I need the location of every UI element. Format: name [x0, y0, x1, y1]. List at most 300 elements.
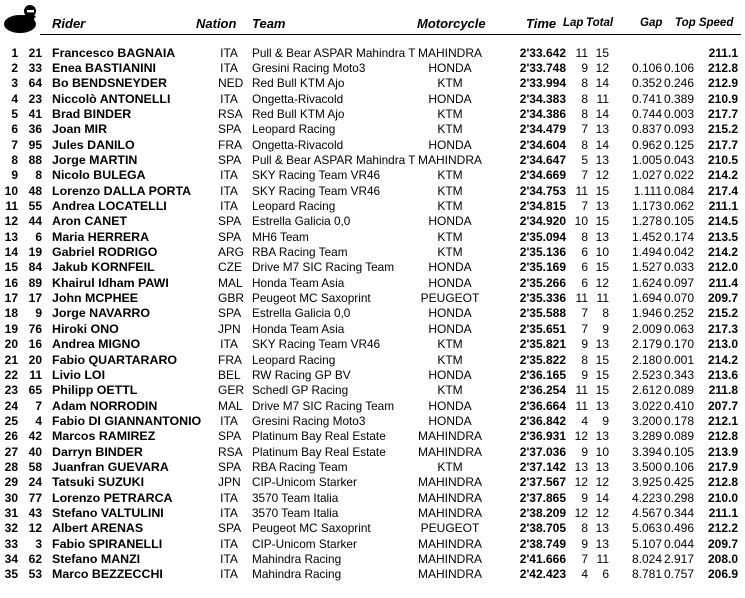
top-speed: 211.1: [708, 199, 738, 213]
nation: ITA: [220, 168, 238, 183]
table-row: [0, 445, 745, 460]
best-lap: 4: [581, 413, 588, 428]
gap-to-first: 0.962: [631, 137, 662, 152]
gap-to-previous: 0.089: [663, 429, 694, 444]
team-name: Schedl GP Racing: [252, 383, 349, 398]
top-speed: 213.5: [707, 229, 738, 244]
position: 4: [11, 91, 18, 106]
team-name: Honda Team Asia: [252, 275, 345, 290]
rider-name: Marco BEZZECCHI: [52, 567, 163, 582]
gap-to-previous: 0.170: [663, 337, 694, 352]
rider-name: Stefano MANZI: [52, 552, 141, 567]
gap-to-first: 1.494: [631, 245, 662, 260]
gap-to-first: 0.837: [631, 122, 662, 137]
team-name: Pull & Bear ASPAR Mahindra T: [252, 152, 416, 167]
nation: SPA: [218, 229, 242, 244]
gap-to-first: 1.452: [631, 229, 662, 244]
gap-to-first: 5.107: [631, 536, 662, 551]
rider-name: Juanfran GUEVARA: [52, 459, 169, 474]
table-row: [0, 199, 745, 214]
rider-number: 21: [28, 45, 42, 60]
rider-name: Andrea MIGNO: [52, 337, 141, 352]
nation: JPN: [218, 475, 241, 490]
total-laps: 11: [596, 291, 609, 306]
nation: SPA: [218, 521, 242, 536]
gap-to-previous: 0.022: [663, 168, 694, 183]
table-row: [0, 122, 745, 137]
position: 21: [4, 352, 18, 367]
total-laps: 14: [595, 490, 609, 505]
nation: SPA: [218, 152, 242, 167]
rider-number: 11: [29, 367, 42, 382]
header-total: Total: [586, 17, 614, 29]
team-name: Red Bull KTM Ajo: [252, 76, 345, 91]
nation: SPA: [218, 429, 242, 444]
position: 33: [4, 536, 18, 551]
rider-name: Jorge MARTIN: [52, 152, 138, 167]
rider-number: 62: [28, 552, 42, 567]
team-name: Estrella Galicia 0,0: [252, 306, 351, 321]
motorcycle: KTM: [437, 122, 463, 137]
total-laps: 15: [595, 183, 609, 198]
best-lap: 11: [575, 291, 588, 306]
rider-number: 20: [28, 352, 42, 367]
rider-name: Joan MIR: [52, 122, 108, 137]
gap-to-previous: 0.425: [663, 475, 694, 490]
position: 6: [11, 122, 18, 137]
gap-to-first: 1.278: [631, 214, 662, 229]
header-rider: Rider: [52, 16, 86, 31]
motorcycle: HONDA: [428, 413, 472, 428]
best-lap: 10: [574, 214, 588, 229]
nation: RSA: [218, 444, 243, 459]
best-lap: 8: [581, 91, 588, 106]
gap-to-first: 2.523: [631, 367, 662, 382]
position: 19: [4, 321, 18, 336]
total-laps: 15: [595, 352, 609, 367]
total-laps: 11: [596, 552, 609, 567]
motorcycle: MAHINDRA: [417, 444, 482, 459]
rider-number: 43: [28, 506, 42, 520]
best-lap: 7: [581, 122, 588, 137]
gap-to-previous: 0.089: [663, 383, 694, 398]
gap-to-previous: 0.063: [663, 321, 694, 336]
total-laps: 13: [595, 459, 609, 474]
table-row: [0, 291, 745, 306]
top-speed: 211.1: [708, 45, 738, 60]
position: 25: [4, 413, 18, 428]
motorcycle: MAHINDRA: [417, 490, 482, 505]
gap-to-previous: 0.389: [663, 91, 694, 106]
position: 22: [4, 367, 18, 382]
gap-to-previous: 2.917: [663, 552, 694, 567]
table-row: [0, 61, 745, 76]
rider-number: 23: [28, 91, 42, 106]
motorcycle: KTM: [437, 168, 463, 183]
motorcycle: MAHINDRA: [417, 552, 482, 567]
gap-to-previous: 0.343: [663, 367, 694, 382]
table-row: [0, 337, 745, 352]
team-name: Ongetta-Rivacold: [252, 137, 344, 152]
gap-to-first: 0.106: [631, 60, 662, 75]
rider-name: Fabio SPIRANELLI: [52, 536, 163, 551]
total-laps: 13: [595, 229, 609, 244]
gap-to-first: 5.063: [631, 521, 662, 536]
nation: SPA: [218, 214, 242, 229]
motorcycle: HONDA: [428, 367, 472, 382]
position: 17: [4, 291, 18, 306]
nation: NED: [218, 76, 244, 91]
gap-to-first: 2.180: [631, 352, 662, 367]
rider-number: 16: [28, 337, 42, 352]
total-laps: 13: [595, 536, 609, 551]
motorcycle: MAHINDRA: [417, 475, 482, 490]
lap-time: 2'36.931: [519, 429, 566, 444]
top-speed: 217.4: [707, 183, 738, 198]
total-laps: 13: [595, 199, 609, 213]
total-laps: 14: [595, 137, 609, 152]
rider-name: Gabriel RODRIGO: [52, 245, 158, 260]
table-row: [0, 276, 745, 291]
rider-name: Darryn BINDER: [52, 444, 143, 459]
nation: ITA: [220, 91, 238, 106]
gap-to-previous: 0.246: [663, 76, 694, 91]
table-row: [0, 306, 745, 321]
gap-to-previous: 0.174: [663, 229, 694, 244]
total-laps: 15: [595, 260, 609, 275]
lap-time: 2'34.753: [519, 183, 566, 198]
team-name: MH6 Team: [252, 229, 309, 244]
rider-name: Tatsuki SUZUKI: [52, 475, 145, 490]
position: 3: [11, 76, 18, 91]
team-name: CIP-Unicom Starker: [252, 536, 357, 551]
rider-number: 95: [28, 137, 42, 152]
rider-number: 7: [35, 398, 42, 413]
rider-number: 44: [28, 214, 42, 229]
table-row: [0, 368, 745, 383]
gap-to-first: 2.179: [631, 337, 662, 352]
rider-name: Philipp OETTL: [52, 383, 138, 398]
gap-to-first: 2.009: [631, 321, 662, 336]
team-name: SKY Racing Team VR46: [252, 168, 381, 183]
table-row: [0, 475, 745, 490]
motorcycle: KTM: [437, 337, 463, 352]
gap-to-previous: 0.106: [663, 60, 694, 75]
team-name: RBA Racing Team: [252, 245, 348, 260]
team-name: Peugeot MC Saxoprint: [252, 291, 371, 306]
top-speed: 214.2: [707, 245, 738, 260]
rider-name: Fabio QUARTARARO: [52, 352, 178, 367]
lap-time: 2'35.822: [519, 352, 566, 367]
nation: JPN: [218, 321, 241, 336]
best-lap: 12: [574, 506, 588, 520]
best-lap: 5: [581, 152, 588, 167]
lap-time: 2'35.136: [519, 245, 566, 260]
table-row: [0, 230, 745, 245]
header-top-speed: Top Speed: [675, 17, 734, 29]
lap-time: 2'35.588: [519, 306, 566, 321]
motorcycle: HONDA: [428, 214, 472, 229]
team-name: Ongetta-Rivacold: [252, 91, 344, 106]
position: 34: [4, 552, 18, 567]
best-lap: 12: [574, 429, 588, 444]
top-speed: 212.8: [707, 60, 738, 75]
rider-number: 53: [28, 567, 42, 582]
rider-number: 55: [28, 199, 42, 213]
lap-time: 2'38.209: [519, 506, 566, 520]
motorcycle: MAHINDRA: [417, 152, 482, 167]
gap-to-first: 3.022: [631, 398, 662, 413]
motorcycle: HONDA: [428, 398, 472, 413]
rider-name: Lorenzo DALLA PORTA: [52, 183, 192, 198]
table-row: [0, 138, 745, 153]
table-row: [0, 567, 745, 582]
motorcycle: MAHINDRA: [417, 506, 482, 520]
lap-time: 2'34.647: [519, 152, 566, 167]
lap-time: 2'34.479: [519, 122, 566, 137]
gap-to-previous: 0.043: [663, 152, 694, 167]
gap-to-first: 0.741: [631, 91, 662, 106]
motorcycle: KTM: [437, 229, 463, 244]
motorcycle: KTM: [437, 459, 463, 474]
position: 1: [11, 45, 18, 60]
rider-name: Francesco BAGNAIA: [52, 45, 176, 60]
table-row: [0, 46, 745, 61]
gap-to-previous: 0.252: [663, 306, 694, 321]
lap-time: 2'41.666: [519, 552, 566, 567]
total-laps: 15: [595, 214, 609, 229]
nation: ITA: [220, 552, 238, 567]
team-name: RW Racing GP BV: [252, 367, 351, 382]
rider-number: 8: [35, 168, 42, 183]
position: 28: [4, 459, 18, 474]
total-laps: 14: [595, 76, 609, 91]
position: 18: [4, 306, 18, 321]
header-team: Team: [252, 16, 286, 31]
total-laps: 12: [595, 475, 609, 490]
best-lap: 7: [581, 306, 588, 321]
position: 10: [4, 183, 18, 198]
rider-number: 58: [28, 459, 42, 474]
top-speed: 215.2: [707, 122, 738, 137]
top-speed: 206.9: [707, 567, 738, 582]
team-name: Drive M7 SIC Racing Team: [252, 398, 395, 413]
position: 5: [11, 106, 18, 121]
table-row: [0, 92, 745, 107]
gap-to-first: 1.005: [631, 152, 662, 167]
rider-name: Andrea LOCATELLI: [52, 199, 167, 213]
lap-time: 2'34.604: [519, 137, 566, 152]
total-laps: 12: [595, 275, 609, 290]
rider-name: Brad BINDER: [52, 106, 132, 121]
best-lap: 8: [581, 352, 588, 367]
team-name: RBA Racing Team: [252, 459, 348, 474]
position: 15: [4, 260, 18, 275]
rider-number: 76: [28, 321, 42, 336]
table-row: [0, 322, 745, 337]
gap-to-previous: 0.042: [663, 245, 694, 260]
table-row: [0, 168, 745, 183]
table-row: [0, 414, 745, 429]
top-speed: 211.1: [708, 506, 738, 520]
top-speed: 207.7: [707, 398, 738, 413]
lap-time: 2'37.865: [519, 490, 566, 505]
nation: ITA: [220, 490, 238, 505]
best-lap: 9: [581, 367, 588, 382]
gap-to-previous: 0.105: [663, 214, 694, 229]
top-speed: 211.4: [708, 275, 738, 290]
table-row: [0, 399, 745, 414]
rider-name: Adam NORRODIN: [52, 398, 158, 413]
rider-number: 6: [35, 229, 42, 244]
gap-to-first: 4.567: [631, 506, 662, 520]
lap-time: 2'36.842: [519, 413, 566, 428]
rider-number: 12: [28, 521, 42, 536]
lap-time: 2'34.383: [519, 91, 566, 106]
team-name: Estrella Galicia 0,0: [252, 214, 351, 229]
total-laps: 13: [595, 398, 609, 413]
position: 27: [4, 444, 18, 459]
lap-time: 2'33.748: [519, 60, 566, 75]
team-name: Platinum Bay Real Estate: [252, 429, 386, 444]
top-speed: 210.0: [707, 490, 738, 505]
rider-number: 88: [28, 152, 42, 167]
rider-name: Maria HERRERA: [52, 229, 150, 244]
total-laps: 13: [595, 337, 609, 352]
team-name: Platinum Bay Real Estate: [252, 444, 386, 459]
top-speed: 210.9: [707, 91, 738, 106]
top-speed: 209.7: [707, 536, 738, 551]
team-name: Leopard Racing: [252, 122, 336, 137]
rider-name: Enea BASTIANINI: [52, 60, 156, 75]
nation: CZE: [218, 260, 242, 275]
gap-to-first: 2.612: [631, 383, 662, 398]
best-lap: 6: [581, 245, 588, 260]
total-laps: 9: [602, 413, 609, 428]
motorcycle: HONDA: [428, 137, 472, 152]
total-laps: 14: [595, 106, 609, 121]
total-laps: 12: [595, 506, 609, 520]
rider-number: 4: [35, 413, 42, 428]
position: 23: [4, 383, 18, 398]
best-lap: 8: [581, 229, 588, 244]
gap-to-first: 3.500: [631, 459, 662, 474]
team-name: Red Bull KTM Ajo: [252, 106, 345, 121]
gap-to-previous: 0.084: [663, 183, 694, 198]
position: 20: [4, 337, 18, 352]
motorcycle: MAHINDRA: [417, 45, 482, 60]
nation: ITA: [220, 567, 238, 582]
team-name: SKY Racing Team VR46: [252, 337, 381, 352]
gap-to-first: 1.624: [631, 275, 662, 290]
motorcycle: KTM: [437, 383, 463, 398]
best-lap: 11: [575, 398, 588, 413]
header-motorcycle: Motorcycle: [417, 16, 486, 31]
top-speed: 210.5: [707, 152, 738, 167]
rider-name: Nicolo BULEGA: [52, 168, 146, 183]
rider-number: 36: [28, 122, 42, 137]
table-row: [0, 353, 745, 368]
rider-number: 41: [28, 106, 42, 121]
rider-number: 77: [28, 490, 42, 505]
rider-name: Jakub KORNFEIL: [52, 260, 155, 275]
lap-time: 2'36.664: [519, 398, 566, 413]
gap-to-first: 3.394: [631, 444, 662, 459]
best-lap: 7: [581, 168, 588, 183]
table-row: [0, 537, 745, 552]
total-laps: 13: [595, 429, 609, 444]
best-lap: 9: [581, 490, 588, 505]
total-laps: 10: [595, 444, 609, 459]
table-row: [0, 521, 745, 536]
team-name: Leopard Racing: [252, 199, 336, 213]
top-speed: 217.3: [707, 321, 738, 336]
team-name: Mahindra Racing: [252, 552, 342, 567]
total-laps: 8: [602, 306, 609, 321]
gap-to-previous: 0.344: [663, 506, 694, 520]
team-name: Honda Team Asia: [252, 321, 345, 336]
rider-number: 84: [28, 260, 42, 275]
table-row: [0, 245, 745, 260]
best-lap: 8: [581, 521, 588, 536]
rider-name: John MCPHEE: [52, 291, 139, 306]
lap-time: 2'38.705: [519, 521, 566, 536]
lap-time: 2'42.423: [519, 567, 566, 582]
best-lap: 9: [581, 536, 588, 551]
total-laps: 12: [595, 60, 609, 75]
nation: GER: [218, 383, 245, 398]
top-speed: 212.8: [707, 429, 738, 444]
team-name: SKY Racing Team VR46: [252, 183, 381, 198]
position: 29: [4, 475, 18, 490]
rider-name: Niccolò ANTONELLI: [52, 91, 171, 106]
rider-number: 17: [28, 291, 42, 306]
gap-to-first: 8.781: [631, 567, 662, 582]
gap-to-first: 3.200: [631, 413, 662, 428]
top-speed: 214.5: [707, 214, 738, 229]
best-lap: 7: [581, 321, 588, 336]
rider-number: 64: [28, 76, 42, 91]
top-speed: 212.9: [707, 76, 738, 91]
team-name: Leopard Racing: [252, 352, 336, 367]
lap-time: 2'38.749: [519, 536, 566, 551]
top-speed: 212.8: [707, 475, 738, 490]
best-lap: 8: [581, 76, 588, 91]
lap-time: 2'35.266: [519, 275, 566, 290]
best-lap: 11: [575, 183, 588, 198]
total-laps: 10: [595, 245, 609, 260]
motorcycle: KTM: [437, 245, 463, 260]
motorcycle: KTM: [437, 183, 463, 198]
gap-to-first: 1.527: [631, 260, 662, 275]
best-lap: 9: [581, 444, 588, 459]
gap-to-first: 3.289: [631, 429, 662, 444]
gap-to-previous: 0.033: [663, 260, 694, 275]
rider-name: Aron CANET: [52, 214, 128, 229]
total-laps: 13: [595, 521, 609, 536]
gap-to-previous: 0.062: [663, 199, 694, 213]
nation: FRA: [218, 352, 242, 367]
table-row: [0, 552, 745, 567]
gap-to-first: 1.111: [633, 183, 662, 198]
total-laps: 15: [595, 367, 609, 382]
lap-time: 2'34.815: [519, 199, 566, 213]
top-speed: 212.0: [707, 260, 738, 275]
rider-number: 42: [28, 429, 42, 444]
position: 16: [4, 275, 18, 290]
lap-time: 2'34.920: [519, 214, 566, 229]
motorcycle: HONDA: [428, 60, 472, 75]
